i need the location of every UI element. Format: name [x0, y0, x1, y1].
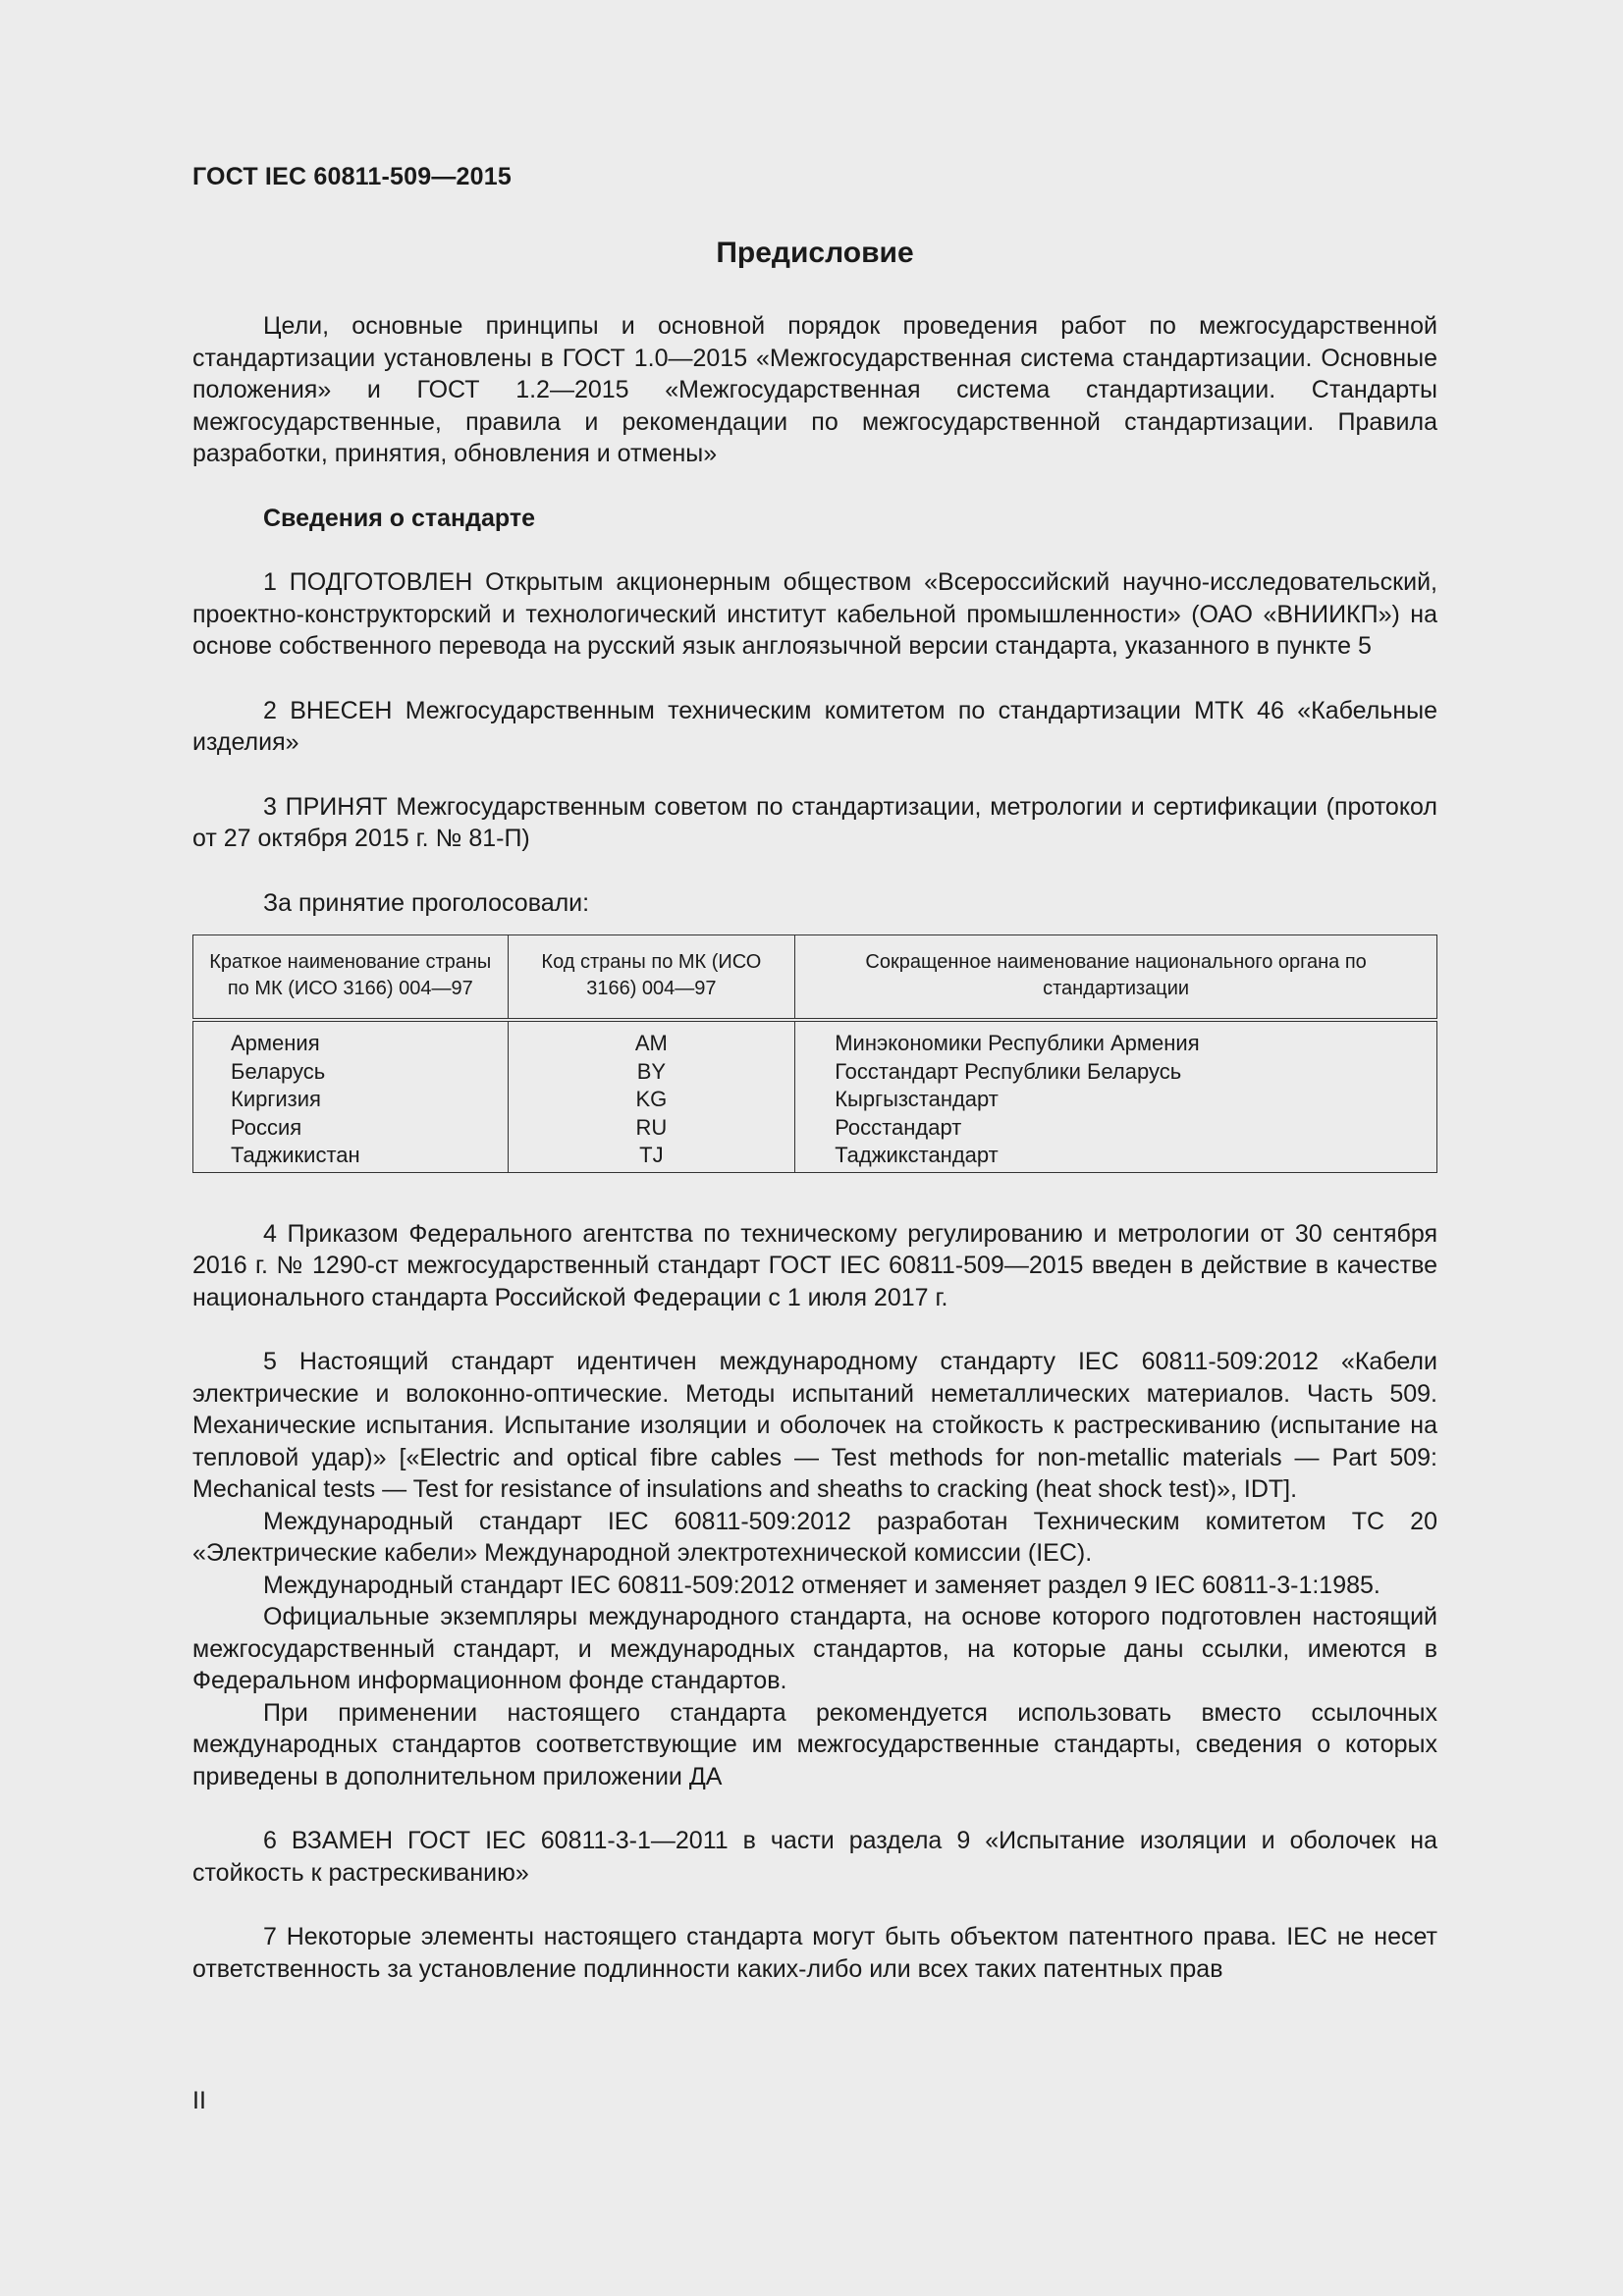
table-row [193, 1086, 1437, 1114]
table-header-body: Сокращенное наименование национального органа по стандартизации [795, 935, 1437, 1021]
national-body: Росстандарт [795, 1114, 1437, 1143]
table-row [193, 1020, 1437, 1058]
country-code: BY [508, 1058, 795, 1087]
item-5: 5 Настоящий стандарт идентичен международному стандарту IEC 60811-509:2012 «Кабели электрические и волоконно-оптические. Методы испытаний неметаллических материалов. Часть 509. Механические испытания. Испытание изоляции и оболочек на стойкость к растрескиванию (испытание на тепловой удар)» [«Electric and optical fibre cables — Test methods for non-metallic materials — Part 509: Mechanical tests — Test for resistance of insulations and sheaths to cracking (heat shock test)», IDT]. [192, 1348, 1437, 1503]
item-3: 3 ПРИНЯТ Межгосударственным советом по стандартизации, метрологии и сертификации (протокол от 27 октября 2015 г. № 81-П) [192, 792, 1437, 852]
section-subheading: Сведения о стандарте [263, 504, 536, 532]
intro-paragraph: Цели, основные принципы и основной порядок проведения работ по межгосударственной стандартизации установлены в ГОСТ 1.0—2015 «Межгосударственная система стандартизации. Основные положения» и ГОСТ 1.2—2015 «Межгосударственная система стандартизации. Стандарты межгосударственные, правила и рекомендации по межгосударственной стандартизации. Правила разработки, принятия, обновления и отмены» [192, 312, 1437, 467]
country-name: Киргизия [193, 1086, 509, 1114]
table-header-row [193, 935, 1437, 1021]
item-2: 2 ВНЕСЕН Межгосударственным техническим комитетом по стандартизации МТК 46 «Кабельные изделия» [192, 696, 1437, 756]
table-header-code: Код страны по МК (ИСО 3166) 004—97 [508, 935, 795, 1021]
country-name: Беларусь [193, 1058, 509, 1087]
national-body: Кыргызстандарт [795, 1086, 1437, 1114]
page-number: II [192, 2087, 206, 2114]
table-header-country: Краткое наименование страны по МК (ИСО 3166) 004—97 [193, 935, 509, 1021]
national-body: Таджикстандарт [795, 1142, 1437, 1172]
country-code: TJ [508, 1142, 795, 1172]
country-name: Россия [193, 1114, 509, 1143]
voting-table [192, 934, 1437, 1173]
table-row [193, 1114, 1437, 1143]
country-code: RU [508, 1114, 795, 1143]
country-name: Таджикистан [193, 1142, 509, 1172]
page-title: Предисловие [716, 237, 914, 269]
document-id: ГОСТ IEC 60811-509—2015 [192, 163, 512, 190]
country-code: AM [508, 1020, 795, 1058]
item-5-copies: Официальные экземпляры международного стандарта, на основе которого подготовлен настоящий межгосударственный стандарт, и международных стандартов, на которые даны ссылки, имеются в Федеральном информационном фонде стандартов. [192, 1603, 1437, 1694]
table-row [193, 1058, 1437, 1087]
country-name: Армения [193, 1020, 509, 1058]
item-6: 6 ВЗАМЕН ГОСТ IEC 60811-3-1—2011 в части раздела 9 «Испытание изоляции и оболочек на стойкость к растрескиванию» [192, 1827, 1437, 1887]
item-7: 7 Некоторые элементы настоящего стандарта могут быть объектом патентного права. IEC не несет ответственность за установление подлинности каких-либо или всех таких патентных прав [192, 1923, 1437, 1983]
country-code: KG [508, 1086, 795, 1114]
document-body [192, 310, 1437, 1985]
national-body: Госстандарт Республики Беларусь [795, 1058, 1437, 1087]
item-4: 4 Приказом Федерального агентства по техническому регулированию и метрологии от 30 сентября 2016 г. № 1290-ст межгосударственный стандарт ГОСТ IEC 60811-509—2015 введен в действие в качестве национального стандарта Российской Федерации с 1 июля 2017 г. [192, 1219, 1437, 1311]
item-5-references: При применении настоящего стандарта рекомендуется использовать вместо ссылочных международных стандартов соответствующие им межгосударственные стандарты, сведения о которых приведены в дополнительном приложении ДА [192, 1698, 1437, 1790]
national-body: Минэкономики Республики Армения [795, 1020, 1437, 1058]
table-row [193, 1142, 1437, 1172]
voted-label: За принятие проголосовали: [263, 888, 590, 917]
item-5-developer: Международный стандарт IEC 60811-509:2012 разработан Техническим комитетом TC 20 «Электрические кабели» Международной электротехнической комиссии (IEC). [192, 1507, 1437, 1567]
item-5-replaces: Международный стандарт IEC 60811-509:2012 отменяет и заменяет раздел 9 IEC 60811-3-1:1985. [263, 1571, 1380, 1599]
item-1: 1 ПОДГОТОВЛЕН Открытым акционерным обществом «Всероссийский научно-исследовательский, проектно-конструкторский и технологический институт кабельной промышленности» (ОАО «ВНИИКП») на основе собственного перевода на русский язык англоязычной версии стандарта, указанного в пункте 5 [192, 568, 1437, 660]
